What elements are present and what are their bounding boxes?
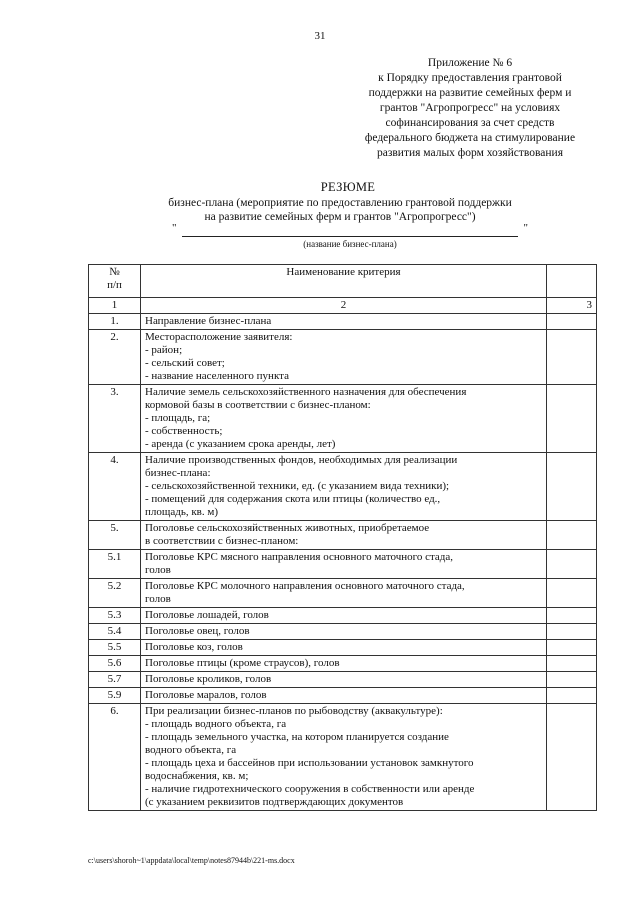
row-value-cell[interactable]: [547, 656, 597, 672]
row-number-cell: 5.5: [89, 640, 141, 656]
criterion-line: водного объекта, га: [145, 744, 237, 756]
quote-open: ": [172, 222, 177, 234]
row-criterion-cell: [141, 608, 547, 624]
quote-close: ": [523, 222, 528, 234]
criterion-line: Поголовье маралов, голов: [145, 689, 267, 701]
table-header-row: [89, 265, 597, 298]
row-number-cell: 5.7: [89, 672, 141, 688]
table-index-row: [89, 298, 597, 314]
criterion-line: в соответствии с бизнес-планом:: [145, 535, 299, 547]
appendix-line: грантов "Агропрогресс" на условиях: [379, 102, 561, 114]
table-row: [89, 314, 597, 330]
criterion-line: - площадь земельного участка, на котором планируется создание: [145, 731, 449, 743]
criterion-line: Месторасположение заявителя:: [145, 331, 293, 343]
row-number-cell: 5.2: [89, 579, 141, 608]
criterion-line: Направление бизнес-плана: [145, 315, 272, 327]
row-number-cell: 4.: [89, 453, 141, 521]
row-number-cell: 5.1: [89, 550, 141, 579]
criteria-table: [88, 264, 597, 811]
header-num-cell: [89, 265, 141, 298]
appendix-line: к Порядку предоставления грантовой: [378, 72, 562, 84]
table-row: [89, 330, 597, 385]
row-criterion-cell: [141, 640, 547, 656]
row-number-cell: 5.6: [89, 656, 141, 672]
index-cell: 1: [89, 298, 141, 314]
row-value-cell[interactable]: [547, 453, 597, 521]
criterion-line: - собственность;: [145, 425, 223, 437]
row-value-cell[interactable]: [547, 624, 597, 640]
row-number-cell: 3.: [89, 385, 141, 453]
row-criterion-cell: [141, 550, 547, 579]
subtitle-line: на развитие семейных ферм и грантов "Агропрогресс"): [204, 211, 476, 223]
row-criterion-cell: [141, 330, 547, 385]
subtitle-line: бизнес-плана (мероприятие по предоставлению грантовой поддержки: [168, 197, 512, 209]
criterion-line: Наличие производственных фондов, необходимых для реализации: [145, 454, 458, 466]
table-row: [89, 608, 597, 624]
page-number: 31: [314, 30, 326, 42]
appendix-line: Приложение № 6: [427, 57, 513, 69]
criterion-line: голов: [145, 593, 171, 605]
row-number-cell: 5.9: [89, 688, 141, 704]
row-value-cell[interactable]: [547, 330, 597, 385]
row-number-cell: 5.: [89, 521, 141, 550]
row-number-cell: 2.: [89, 330, 141, 385]
header-num-line: п/п: [107, 279, 122, 291]
appendix-line: развития малых форм хозяйствования: [376, 147, 563, 159]
row-value-cell[interactable]: [547, 608, 597, 624]
table-row: [89, 704, 597, 811]
criterion-line: - сельский совет;: [145, 357, 225, 369]
criterion-line: водоснабжения, кв. м;: [145, 770, 249, 782]
criterion-line: - название населенного пункта: [145, 370, 289, 382]
header-value-cell: [547, 265, 597, 298]
appendix-line: федерального бюджета на стимулирование: [364, 132, 576, 144]
appendix-header: [338, 56, 602, 161]
row-value-cell[interactable]: [547, 521, 597, 550]
row-number-cell: 5.3: [89, 608, 141, 624]
row-criterion-cell: [141, 521, 547, 550]
row-value-cell[interactable]: [547, 385, 597, 453]
criterion-line: площадь, кв. м): [145, 506, 219, 518]
name-caption: (название бизнес-плана): [303, 239, 397, 249]
criterion-line: Поголовье КРС молочного направления основного маточного стада,: [145, 580, 465, 592]
row-number-cell: 1.: [89, 314, 141, 330]
criterion-line: Поголовье овец, голов: [145, 625, 250, 637]
row-criterion-cell: [141, 385, 547, 453]
row-value-cell[interactable]: [547, 579, 597, 608]
row-value-cell[interactable]: [547, 314, 597, 330]
row-number-cell: 5.4: [89, 624, 141, 640]
index-cell: 3: [547, 298, 597, 314]
appendix-line: поддержки на развитие семейных ферм и: [368, 87, 572, 99]
row-value-cell[interactable]: [547, 550, 597, 579]
row-value-cell[interactable]: [547, 640, 597, 656]
table-row: [89, 640, 597, 656]
table-row: [89, 688, 597, 704]
criterion-line: При реализации бизнес-планов по рыбоводству (аквакультуре):: [145, 705, 443, 717]
row-criterion-cell: [141, 688, 547, 704]
criterion-line: - наличие гидротехнического сооружения в собственности или аренде: [145, 783, 475, 795]
criterion-line: - площадь цеха и бассейнов при использовании установок замкнутого: [145, 757, 474, 769]
row-criterion-cell: [141, 672, 547, 688]
table-row: [89, 521, 597, 550]
header-criterion-cell: Наименование критерия: [141, 265, 547, 298]
criterion-line: бизнес-плана:: [145, 467, 211, 479]
criterion-line: (с указанием реквизитов подтверждающих документов: [145, 796, 404, 808]
criterion-line: Поголовье коз, голов: [145, 641, 243, 653]
row-criterion-cell: [141, 704, 547, 811]
criterion-line: Поголовье КРС мясного направления основного маточного стада,: [145, 551, 454, 563]
table-row: [89, 385, 597, 453]
table-row: [89, 550, 597, 579]
criterion-line: голов: [145, 564, 171, 576]
row-criterion-cell: [141, 579, 547, 608]
criterion-line: Наличие земель сельскохозяйственного назначения для обеспечения: [145, 386, 467, 398]
criterion-line: - площадь, га;: [145, 412, 211, 424]
document-subtitle: [110, 196, 570, 224]
table-row: [89, 672, 597, 688]
index-cell: 2: [141, 298, 547, 314]
business-plan-name-field: [172, 224, 528, 236]
criterion-line: - сельскохозяйственной техники, ед. (с указанием вида техники);: [145, 480, 450, 492]
row-number-cell: 6.: [89, 704, 141, 811]
criterion-line: - район;: [145, 344, 183, 356]
table-row: [89, 624, 597, 640]
criterion-line: Поголовье кроликов, голов: [145, 673, 272, 685]
criterion-line: Поголовье сельскохозяйственных животных, приобретаемое: [145, 522, 430, 534]
row-criterion-cell: [141, 624, 547, 640]
row-value-cell[interactable]: [547, 672, 597, 688]
table-row: [89, 656, 597, 672]
criterion-line: - площадь водного объекта, га: [145, 718, 287, 730]
row-value-cell[interactable]: [547, 688, 597, 704]
row-criterion-cell: [141, 656, 547, 672]
document-title: РЕЗЮМЕ: [320, 180, 376, 194]
row-value-cell[interactable]: [547, 704, 597, 811]
header-num-line: №: [109, 266, 120, 278]
criterion-line: кормовой базы в соответствии с бизнес-планом:: [145, 399, 371, 411]
criterion-line: - аренда (с указанием срока аренды, лет): [145, 438, 336, 450]
row-criterion-cell: [141, 453, 547, 521]
criterion-line: Поголовье птицы (кроме страусов), голов: [145, 657, 340, 669]
footer-file-path: c:\users\shoroh~1\appdata\local\temp\notes87944b\221-ms.docx: [88, 856, 295, 865]
row-criterion-cell: [141, 314, 547, 330]
criterion-line: - помещений для содержания скота или птицы (количество ед.,: [145, 493, 441, 505]
criterion-line: Поголовье лошадей, голов: [145, 609, 269, 621]
name-underline: [182, 236, 518, 237]
appendix-line: софинансирования за счет средств: [385, 117, 555, 129]
table-row: [89, 579, 597, 608]
table-row: [89, 453, 597, 521]
